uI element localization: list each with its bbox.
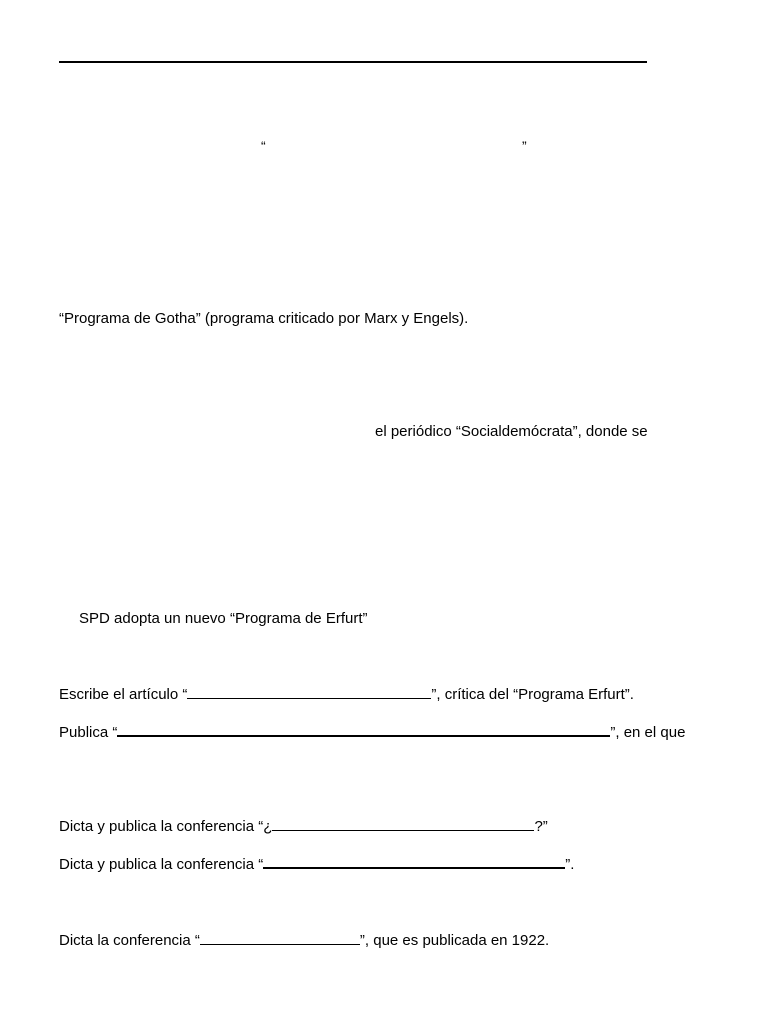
conferencia-1922-line: [59, 932, 549, 950]
conferencia-pregunta-blank[interactable]: [272, 830, 534, 831]
publica-blank[interactable]: [117, 735, 610, 737]
conferencia-text-before: Dicta y publica la conferencia “: [59, 856, 264, 873]
conferencia-text-after: ”.: [565, 856, 575, 873]
articulo-text-after: ”, crítica del “Programa Erfurt”.: [431, 686, 634, 703]
publica-text-after: ”, en el que: [610, 724, 686, 741]
publica-line: [59, 724, 685, 742]
articulo-blank[interactable]: [187, 698, 431, 699]
conferencia-pregunta-text-before: Dicta y publica la conferencia “¿: [59, 818, 273, 835]
articulo-line: [59, 686, 634, 704]
conferencia-1922-blank[interactable]: [200, 944, 360, 945]
gotha-line: “Programa de Gotha” (programa criticado por Marx y Engels).: [59, 310, 469, 327]
top-rule: [59, 61, 647, 63]
close-quote-mark: ”: [522, 138, 527, 154]
erfurt-line: SPD adopta un nuevo “Programa de Erfurt”: [79, 610, 368, 627]
conferencia-pregunta-text-after: ?”: [534, 818, 548, 835]
articulo-text-before: Escribe el artículo “: [59, 686, 188, 703]
conferencia-1922-text-before: Dicta la conferencia “: [59, 932, 200, 949]
publica-text-before: Publica “: [59, 724, 118, 741]
conferencia-blank[interactable]: [263, 867, 565, 869]
open-quote-mark: “: [261, 138, 266, 154]
conferencia-line: [59, 856, 574, 874]
periodico-line: el periódico “Socialdemócrata”, donde se: [375, 423, 648, 440]
conferencia-pregunta-line: [59, 818, 548, 836]
conferencia-1922-text-after: ”, que es publicada en 1922.: [359, 932, 550, 949]
